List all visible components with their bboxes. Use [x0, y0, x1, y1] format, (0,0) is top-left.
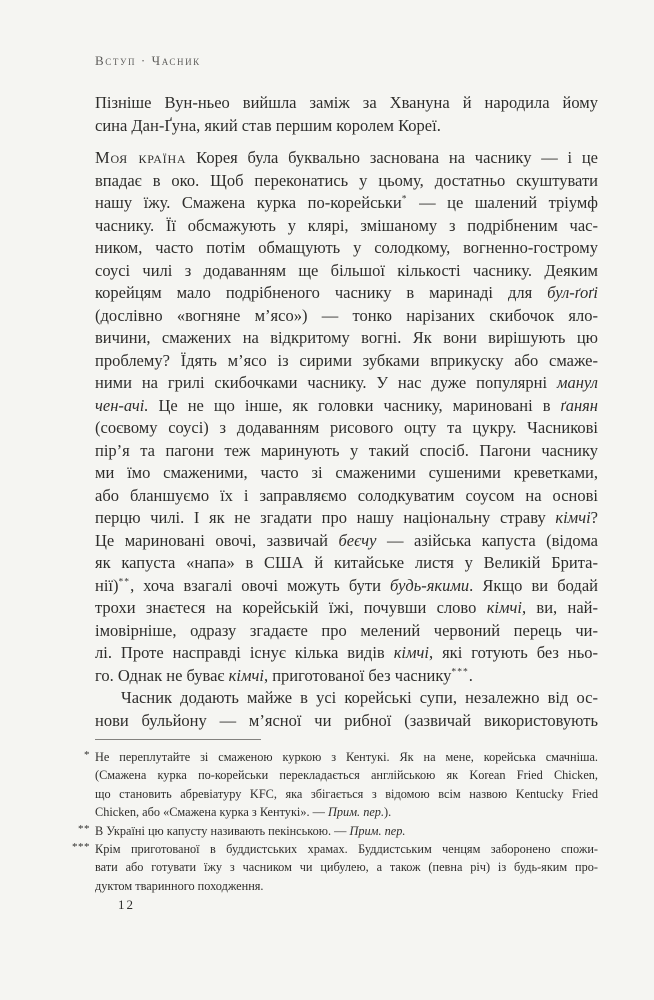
text-line: Не переплутайте зі смаженою куркою з Кентукі. Як на мене, корейська смачніша.	[95, 750, 598, 764]
text-line: часнику. Її обсмажують у клярі, змішаному з подрібненим час-	[95, 215, 598, 235]
text-line: чен-ачі. Це не що інше, як головки часнику, мариновані в ґанян	[95, 395, 598, 415]
text-line: що становить абревіатуру KFC, яка збігається з відомою всім назвою Kentucky Fried	[95, 786, 598, 801]
footnote-3	[72, 840, 598, 895]
text-line: як капуста «напа» в США й китайське листя у Великій Брита-	[95, 553, 598, 572]
text-line: Пізніше Вун-ньео вийшла заміж за Хвануна й народила йому	[95, 93, 598, 112]
text-line: пір’я та пагони теж маринують у такий спосіб. Пагони часнику	[95, 440, 598, 460]
text-line: нови бульйону — м’ясної чи рибної (зазвичай використовують	[95, 710, 598, 730]
text-line: корейцям мало подрібненого часнику в маринаді для бул-ґоґі	[95, 283, 598, 302]
text-line: сина Дан-Ґуна, який став першим королем Кореї.	[95, 115, 441, 135]
footnote-divider	[95, 739, 261, 740]
text-line: трохи знаєтеся на корейській їжі, почувши слово кімчі, ви, най-	[95, 598, 598, 617]
text-line: нії)**, хоча взагалі овочі можуть бути будь-якими. Якщо ви бодай	[95, 575, 598, 595]
footnote-marker: ***	[72, 840, 90, 853]
paragraph-soups	[95, 687, 598, 732]
page-number: 12	[118, 897, 135, 912]
text-line: дуктом тваринного походження.	[95, 878, 264, 893]
text-line: го. Однак не буває кімчі, приготованої без часнику***.	[95, 665, 473, 685]
text-line: Chicken, або «Смажена курка з Кентукі». — Прим. пер.).	[95, 805, 392, 820]
text-line: ними на грилі скибочками часнику. У нас дуже популярні манул	[95, 373, 598, 392]
text-line: соусі чилі з додаванням ще більшої кількості часнику. Деяким	[95, 260, 598, 280]
paragraph-legend	[95, 92, 598, 137]
page-content	[72, 53, 598, 912]
paragraph-garlic-main	[95, 147, 598, 687]
footnote-marker: *	[84, 749, 90, 761]
footnotes-section	[72, 748, 598, 895]
footnote-1	[84, 748, 598, 822]
footnote-2	[78, 822, 598, 840]
text-line: Часник додають майже в усі корейські супи, незалежно від ос-	[121, 688, 598, 707]
text-line: перцю чилі. І як не згадати про нашу національну страву кімчі?	[95, 508, 598, 527]
text-line: В Україні цю капусту називають пекінською. — Прим. пер.	[95, 823, 406, 838]
footnote-text	[95, 748, 598, 822]
text-line: вичини, смажених на відкритому вогні. Як вони вирішують цю	[95, 328, 598, 347]
footnote-marker: **	[78, 822, 90, 835]
footnote-text	[95, 840, 598, 895]
text-line: (Смажена курка по-корейськи перекладається англійською як Korean Fried Chicken,	[95, 768, 598, 783]
text-line: (соєвому соусі) з додаванням рисового оцту та цукру. Часникові	[95, 418, 598, 437]
body-text	[95, 92, 598, 732]
footnote-text	[95, 822, 598, 840]
text-line: ми їмо смаженими, часто зі смаженими сушеними креветками,	[95, 463, 598, 482]
text-line: імовірніше, одразу згадаєте про мелений червоний перець чи-	[95, 620, 598, 640]
text-line: Моя країна Корея була буквально заснована на часнику — і це	[95, 148, 598, 167]
text-line: впадає в око. Щоб переконатись у цьому, достатньо скуштувати	[95, 170, 598, 190]
text-line: лі. Проте насправді існує кілька видів кімчі, які готують без ньо-	[95, 643, 598, 662]
text-line: (дослівно «вогняне м’ясо») — тонко нарізаних скибочок яло-	[95, 305, 598, 325]
running-header: Вступ · Часник	[95, 53, 201, 68]
text-line: ником, часто потім обмащують у солодкому, вогненно-гострому	[95, 238, 598, 257]
text-line: Крім приготованої в буддистських храмах. Буддистським ченцям заборонено спожи-	[95, 841, 598, 856]
text-line: вати або готувати їжу з часником чи цибулею, а також (певна річ) із будь-яким про-	[95, 860, 598, 875]
text-line: або бланшуємо їх і заправляємо солодкуватим соусом на основі	[95, 485, 598, 505]
text-line: проблему? Їдять м’ясо із сирими зубками вприкуску або смаже-	[95, 350, 598, 370]
text-line: Це мариновані овочі, зазвичай беєчу — азійська капуста (відома	[95, 530, 598, 550]
text-line: нашу їжу. Смажена курка по-корейськи* — це шалений тріумф	[95, 193, 598, 212]
